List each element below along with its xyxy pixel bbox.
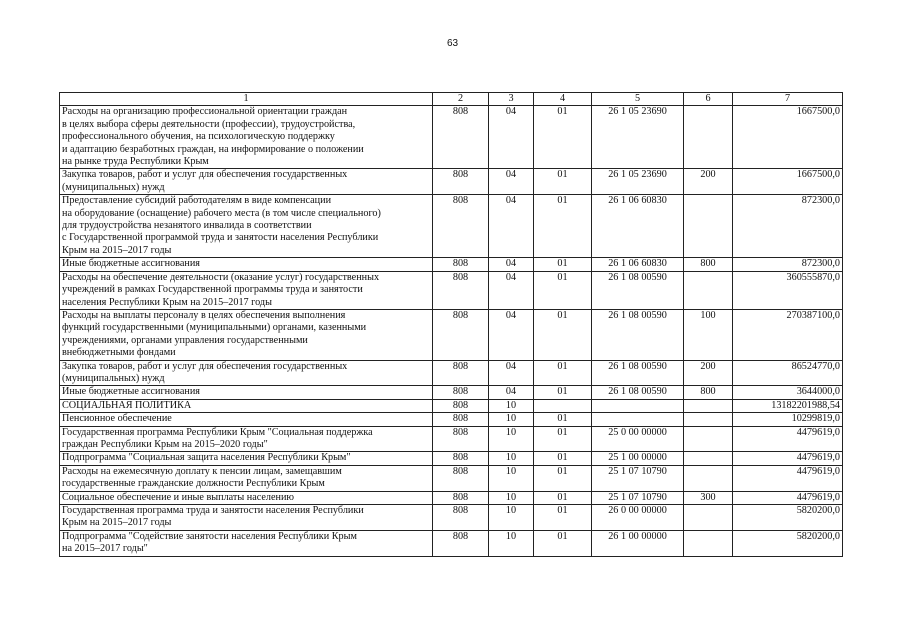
table-row [60,399,843,412]
target-article-cell: 26 0 00 00000 [592,505,684,531]
header-cell: 5 [592,93,684,106]
header-cell: 7 [733,93,843,106]
description-cell: Государственная программа Республики Крым "Социальная поддержка граждан Республики Крым на 2015–2020 годы" [60,426,433,452]
subsection-code-cell: 01 [534,452,592,465]
amount-cell: 872300,0 [733,258,843,271]
section-code-cell: 10 [489,426,534,452]
section-code-cell: 04 [489,106,534,169]
ministry-code-cell: 808 [433,413,489,426]
subsection-code-cell: 01 [534,169,592,195]
header-cell: 2 [433,93,489,106]
table-body [60,106,843,556]
description-cell: Подпрограмма "Содействие занятости населения Республики Крым на 2015–2017 годы" [60,530,433,556]
section-code-cell: 10 [489,505,534,531]
target-article-cell: 26 1 00 00000 [592,530,684,556]
amount-cell: 13182201988,54 [733,399,843,412]
description-cell: Пенсионное обеспечение [60,413,433,426]
section-code-cell: 04 [489,271,534,309]
amount-cell: 4479619,0 [733,452,843,465]
ministry-code-cell: 808 [433,106,489,169]
table-row [60,452,843,465]
target-article-cell: 26 1 05 23690 [592,106,684,169]
expense-type-cell [684,413,733,426]
subsection-code-cell: 01 [534,426,592,452]
ministry-code-cell: 808 [433,465,489,491]
ministry-code-cell: 808 [433,530,489,556]
expense-type-cell: 800 [684,386,733,399]
target-article-cell: 25 1 00 00000 [592,452,684,465]
amount-cell: 5820200,0 [733,530,843,556]
description-cell: СОЦИАЛЬНАЯ ПОЛИТИКА [60,399,433,412]
table-row [60,505,843,531]
target-article-cell: 26 1 08 00590 [592,386,684,399]
section-code-cell: 04 [489,195,534,258]
ministry-code-cell: 808 [433,360,489,386]
section-code-cell: 04 [489,258,534,271]
expense-type-cell [684,505,733,531]
section-code-cell: 10 [489,452,534,465]
budget-table [59,92,843,557]
table-row [60,258,843,271]
ministry-code-cell: 808 [433,258,489,271]
table-row [60,491,843,504]
amount-cell: 86524770,0 [733,360,843,386]
table-row [60,169,843,195]
description-cell: Расходы на выплаты персоналу в целях обеспечения выполнения функций государственными (муниципальными) органами, казенными учреждениями, органами управления государственными внебюджетными фондами [60,309,433,360]
description-cell: Иные бюджетные ассигнования [60,258,433,271]
header-cell: 3 [489,93,534,106]
amount-cell: 360555870,0 [733,271,843,309]
target-article-cell: 26 1 06 60830 [592,195,684,258]
table-row [60,530,843,556]
expense-type-cell [684,271,733,309]
table-row [60,106,843,169]
ministry-code-cell: 808 [433,491,489,504]
subsection-code-cell: 01 [534,258,592,271]
amount-cell: 10299819,0 [733,413,843,426]
subsection-code-cell: 01 [534,195,592,258]
description-cell: Иные бюджетные ассигнования [60,386,433,399]
target-article-cell: 26 1 08 00590 [592,271,684,309]
target-article-cell: 26 1 08 00590 [592,360,684,386]
subsection-code-cell [534,399,592,412]
ministry-code-cell: 808 [433,271,489,309]
description-cell: Государственная программа труда и занятости населения Республики Крым на 2015–2017 годы [60,505,433,531]
section-code-cell: 10 [489,491,534,504]
subsection-code-cell: 01 [534,530,592,556]
header-cell: 4 [534,93,592,106]
ministry-code-cell: 808 [433,169,489,195]
amount-cell: 1667500,0 [733,106,843,169]
ministry-code-cell: 808 [433,452,489,465]
amount-cell: 270387100,0 [733,309,843,360]
description-cell: Закупка товаров, работ и услуг для обеспечения государственных (муниципальных) нужд [60,169,433,195]
target-article-cell: 26 1 06 60830 [592,258,684,271]
header-row [60,93,843,106]
ministry-code-cell: 808 [433,505,489,531]
table-row [60,386,843,399]
section-code-cell: 04 [489,386,534,399]
subsection-code-cell: 01 [534,106,592,169]
expense-type-cell: 100 [684,309,733,360]
table-row [60,309,843,360]
ministry-code-cell: 808 [433,195,489,258]
target-article-cell: 26 1 08 00590 [592,309,684,360]
target-article-cell [592,399,684,412]
subsection-code-cell: 01 [534,465,592,491]
table-row [60,413,843,426]
amount-cell: 872300,0 [733,195,843,258]
subsection-code-cell: 01 [534,505,592,531]
expense-type-cell: 800 [684,258,733,271]
table-row [60,195,843,258]
expense-type-cell [684,530,733,556]
table-row [60,465,843,491]
section-code-cell: 10 [489,465,534,491]
subsection-code-cell: 01 [534,360,592,386]
subsection-code-cell: 01 [534,271,592,309]
page-number: 63 [446,38,459,49]
table-row [60,426,843,452]
description-cell: Закупка товаров, работ и услуг для обеспечения государственных (муниципальных) нужд [60,360,433,386]
subsection-code-cell: 01 [534,309,592,360]
section-code-cell: 04 [489,309,534,360]
amount-cell: 5820200,0 [733,505,843,531]
description-cell: Расходы на организацию профессиональной ориентации граждан в целях выбора сферы деятельности (профессии), трудоустройства, профессионального обучения, на психологическую поддержку и адаптацию безработных граждан, на информирование о положении на рынке труда Республики Крым [60,106,433,169]
target-article-cell: 26 1 05 23690 [592,169,684,195]
expense-type-cell [684,106,733,169]
ministry-code-cell: 808 [433,426,489,452]
target-article-cell: 25 1 07 10790 [592,465,684,491]
amount-cell: 3644000,0 [733,386,843,399]
target-article-cell: 25 1 07 10790 [592,491,684,504]
table-row [60,271,843,309]
ministry-code-cell: 808 [433,386,489,399]
subsection-code-cell: 01 [534,413,592,426]
section-code-cell: 10 [489,530,534,556]
description-cell: Социальное обеспечение и иные выплаты населению [60,491,433,504]
target-article-cell: 25 0 00 00000 [592,426,684,452]
header-cell: 1 [60,93,433,106]
description-cell: Подпрограмма "Социальная защита населения Республики Крым" [60,452,433,465]
section-code-cell: 10 [489,413,534,426]
ministry-code-cell: 808 [433,309,489,360]
amount-cell: 1667500,0 [733,169,843,195]
table-row [60,360,843,386]
expense-type-cell: 300 [684,491,733,504]
header-cell: 6 [684,93,733,106]
expense-type-cell [684,195,733,258]
amount-cell: 4479619,0 [733,426,843,452]
amount-cell: 4479619,0 [733,465,843,491]
expense-type-cell [684,399,733,412]
section-code-cell: 04 [489,360,534,386]
section-code-cell: 04 [489,169,534,195]
expense-type-cell: 200 [684,169,733,195]
expense-type-cell [684,465,733,491]
description-cell: Предоставление субсидий работодателям в виде компенсации на оборудование (оснащение) рабочего места (в том числе специального) для трудоустройства незанятого инвалида в соответствии с Государственной программой труда и занятости населения Республики Крым на 2015–2017 годы [60,195,433,258]
section-code-cell: 10 [489,399,534,412]
subsection-code-cell: 01 [534,491,592,504]
ministry-code-cell: 808 [433,399,489,412]
expense-type-cell: 200 [684,360,733,386]
target-article-cell [592,413,684,426]
subsection-code-cell: 01 [534,386,592,399]
amount-cell: 4479619,0 [733,491,843,504]
expense-type-cell [684,452,733,465]
description-cell: Расходы на обеспечение деятельности (оказание услуг) государственных учреждений в рамках Государственной программы труда и занятости населения Республики Крым на 2015–2017 годы [60,271,433,309]
description-cell: Расходы на ежемесячную доплату к пенсии лицам, замещавшим государственные гражданские должности Республики Крым [60,465,433,491]
expense-type-cell [684,426,733,452]
